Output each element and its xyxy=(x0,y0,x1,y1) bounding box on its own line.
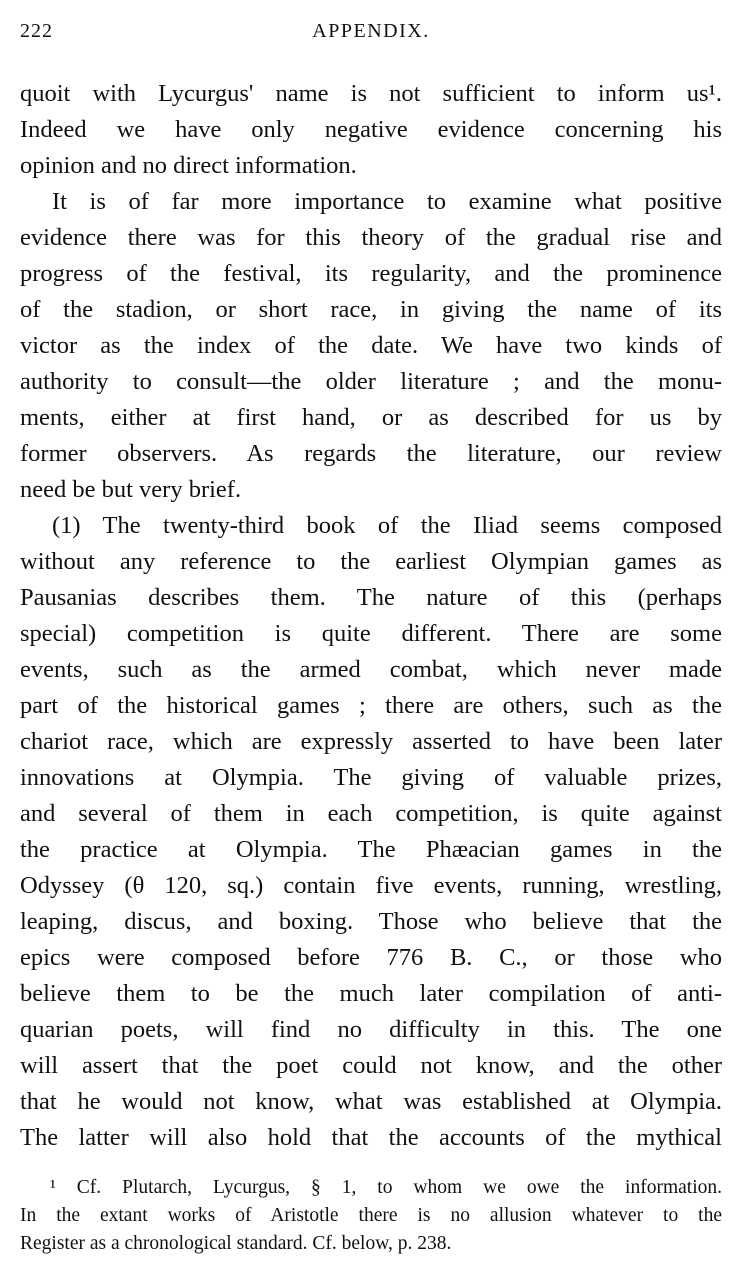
text-line: Indeed we have only negative evidence concerning his xyxy=(20,116,722,143)
text-line: will assert that the poet could not know, and the other xyxy=(20,1052,722,1079)
text-line: and several of them in each competition, is quite against xyxy=(20,800,722,827)
text-line: victor as the index of the date. We have two kinds of xyxy=(20,332,722,359)
text-line: quarian poets, will find no difficulty in this. The one xyxy=(20,1016,722,1043)
text-line: Odyssey (θ 120, sq.) contain five events, running, wrestling, xyxy=(20,872,722,899)
text-line: evidence there was for this theory of the gradual rise and xyxy=(20,224,722,251)
text-line: events, such as the armed combat, which never made xyxy=(20,656,722,683)
text-line: believe them to be the much later compilation of anti- xyxy=(20,980,722,1007)
text-line: of the stadion, or short race, in giving the name of its xyxy=(20,296,722,323)
text-line: (1) The twenty-third book of the Iliad seems composed xyxy=(52,512,722,539)
text-line: without any reference to the earliest Olympian games as xyxy=(20,548,722,575)
text-line: former observers. As regards the literature, our review xyxy=(20,440,722,467)
main-text xyxy=(20,76,722,1156)
text-line: leaping, discus, and boxing. Those who believe that the xyxy=(20,908,722,935)
text-line: special) competition is quite different. There are some xyxy=(20,620,722,647)
footnote-block xyxy=(20,1174,722,1258)
text-line: epics were composed before 776 B. C., or those who xyxy=(20,944,722,971)
text-line: ments, either at first hand, or as described for us by xyxy=(20,404,722,431)
footnote-line: In the extant works of Aristotle there is no allusion whatever to the xyxy=(20,1205,722,1226)
footnote-line: Register as a chronological standard. Cf. below, p. 238. xyxy=(20,1233,452,1254)
page-number: 222 xyxy=(20,20,53,42)
text-line: the practice at Olympia. The Phæacian games in the xyxy=(20,836,722,863)
text-line: Pausanias describes them. The nature of this (perhaps xyxy=(20,584,722,611)
text-line: opinion and no direct information. xyxy=(20,152,357,179)
text-line: progress of the festival, its regularity, and the prominence xyxy=(20,260,722,287)
text-line: authority to consult—the older literature ; and the monu- xyxy=(20,368,722,395)
text-line: need be but very brief. xyxy=(20,476,242,503)
text-line: It is of far more importance to examine what positive xyxy=(52,188,722,215)
page-header xyxy=(20,20,722,50)
text-line: innovations at Olympia. The giving of valuable prizes, xyxy=(20,764,722,791)
text-line: The latter will also hold that the accounts of the mythical xyxy=(20,1124,722,1151)
text-line: that he would not know, what was established at Olympia. xyxy=(20,1088,722,1115)
footnote-line: ¹ Cf. Plutarch, Lycurgus, § 1, to whom we owe the information. xyxy=(50,1177,722,1198)
text-line: chariot race, which are expressly asserted to have been later xyxy=(20,728,722,755)
running-head: APPENDIX. xyxy=(312,20,430,42)
text-line: part of the historical games ; there are others, such as the xyxy=(20,692,722,719)
text-line: quoit with Lycurgus' name is not sufficient to inform us¹. xyxy=(20,80,722,107)
